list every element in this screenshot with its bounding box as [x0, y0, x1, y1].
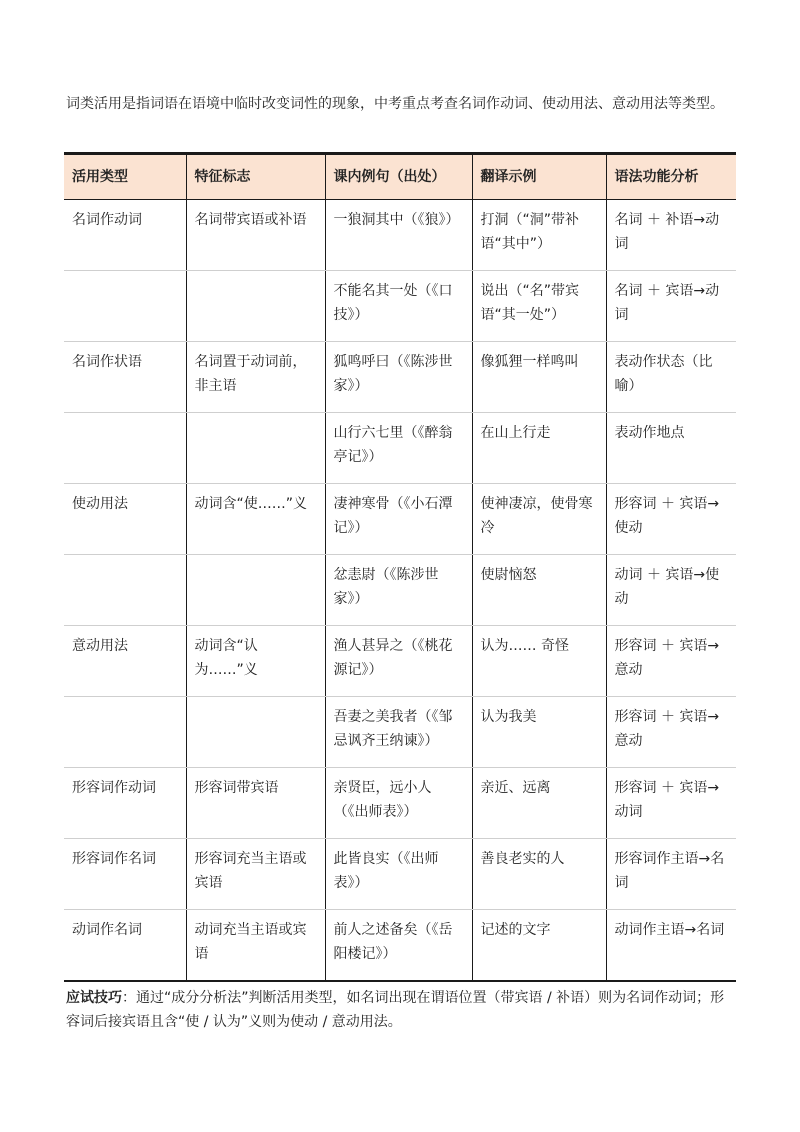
- cell-example: 吾妻之美我者（《邹忌讽齐王纳谏》）: [325, 697, 472, 768]
- cell-feature: [186, 555, 325, 626]
- cell-translation: 记述的文字: [472, 910, 606, 981]
- cell-translation: 善良老实的人: [472, 839, 606, 910]
- cell-example: 亲贤臣，远小人（《出师表》）: [325, 768, 472, 839]
- cell-translation: 认为…… 奇怪: [472, 626, 606, 697]
- cell-usage-type: [64, 271, 186, 342]
- cell-feature: 动词含“使……”义: [186, 484, 325, 555]
- cell-example: 此皆良实（《出师表》）: [325, 839, 472, 910]
- cell-usage-type: 意动用法: [64, 626, 186, 697]
- table-row: [64, 413, 736, 484]
- cell-usage-type: 形容词作动词: [64, 768, 186, 839]
- cell-translation: 像狐狸一样鸣叫: [472, 342, 606, 413]
- cell-analysis: 名词 ＋ 宾语→动词: [606, 271, 736, 342]
- cell-usage-type: [64, 697, 186, 768]
- cell-translation: 打洞（“洞”带补语“其中”）: [472, 200, 606, 271]
- cell-translation: 使神凄凉，使骨寒冷: [472, 484, 606, 555]
- cell-example: 前人之述备矣（《岳阳楼记》）: [325, 910, 472, 981]
- cell-analysis: 形容词 ＋ 宾语→意动: [606, 626, 736, 697]
- cell-example: 忿恚尉（《陈涉世家》）: [325, 555, 472, 626]
- cell-translation: 说出（“名”带宾语“其一处”）: [472, 271, 606, 342]
- table-row: [64, 839, 736, 910]
- table-row: [64, 271, 736, 342]
- table-row: [64, 768, 736, 839]
- exam-tip-label: 应试技巧: [66, 990, 122, 1006]
- header-usage-type: 活用类型: [64, 154, 186, 200]
- cell-usage-type: 动词作名词: [64, 910, 186, 981]
- cell-feature: [186, 271, 325, 342]
- cell-example: 一狼洞其中（《狼》）: [325, 200, 472, 271]
- cell-feature: 动词含“认为……”义: [186, 626, 325, 697]
- cell-feature: [186, 413, 325, 484]
- cell-feature: 动词充当主语或宾语: [186, 910, 325, 981]
- cell-example: 渔人甚异之（《桃花源记》）: [325, 626, 472, 697]
- cell-example: 山行六七里（《醉翁亭记》）: [325, 413, 472, 484]
- table-row: [64, 200, 736, 271]
- table-row: [64, 555, 736, 626]
- cell-translation: 亲近、远离: [472, 768, 606, 839]
- table-body: [64, 200, 736, 981]
- cell-feature: 名词置于动词前，非主语: [186, 342, 325, 413]
- cell-translation: 认为我美: [472, 697, 606, 768]
- cell-feature: [186, 697, 325, 768]
- header-feature: 特征标志: [186, 154, 325, 200]
- header-analysis: 语法功能分析: [606, 154, 736, 200]
- table-row: [64, 910, 736, 981]
- cell-usage-type: 名词作状语: [64, 342, 186, 413]
- cell-usage-type: 形容词作名词: [64, 839, 186, 910]
- table-row: [64, 697, 736, 768]
- cell-example: 不能名其一处（《口技》）: [325, 271, 472, 342]
- cell-usage-type: 使动用法: [64, 484, 186, 555]
- cell-usage-type: [64, 555, 186, 626]
- cell-analysis: 动词 ＋ 宾语→使动: [606, 555, 736, 626]
- cell-analysis: 表动作状态（比喻）: [606, 342, 736, 413]
- cell-usage-type: [64, 413, 186, 484]
- table-header-row: [64, 154, 736, 200]
- intro-paragraph: 词类活用是指词语在语境中临时改变词性的现象，中考重点考查名词作动词、使动用法、意动用法等类型。: [66, 96, 724, 112]
- cell-analysis: 形容词 ＋ 宾语→动词: [606, 768, 736, 839]
- cell-analysis: 形容词作主语→名词: [606, 839, 736, 910]
- cell-translation: 在山上行走: [472, 413, 606, 484]
- table-row: [64, 342, 736, 413]
- cell-example: 狐鸣呼曰（《陈涉世家》）: [325, 342, 472, 413]
- cell-analysis: 动词作主语→名词: [606, 910, 736, 981]
- word-usage-table: [64, 152, 736, 982]
- cell-feature: 形容词带宾语: [186, 768, 325, 839]
- table-row: [64, 484, 736, 555]
- cell-analysis: 名词 ＋ 补语→动词: [606, 200, 736, 271]
- cell-example: 凄神寒骨（《小石潭记》）: [325, 484, 472, 555]
- exam-tip: [66, 986, 736, 1034]
- cell-analysis: 形容词 ＋ 宾语→使动: [606, 484, 736, 555]
- header-example: 课内例句（出处）: [325, 154, 472, 200]
- cell-feature: 形容词充当主语或宾语: [186, 839, 325, 910]
- cell-analysis: 形容词 ＋ 宾语→意动: [606, 697, 736, 768]
- cell-feature: 名词带宾语或补语: [186, 200, 325, 271]
- cell-analysis: 表动作地点: [606, 413, 736, 484]
- cell-translation: 使尉恼怒: [472, 555, 606, 626]
- exam-tip-text: ：通过“成分分析法”判断活用类型，如名词出现在谓语位置（带宾语 / 补语）则为名词作动词；形容词后接宾语且含“使 / 认为”义则为使动 / 意动用法。: [66, 990, 725, 1030]
- header-translation: 翻译示例: [472, 154, 606, 200]
- table-row: [64, 626, 736, 697]
- cell-usage-type: 名词作动词: [64, 200, 186, 271]
